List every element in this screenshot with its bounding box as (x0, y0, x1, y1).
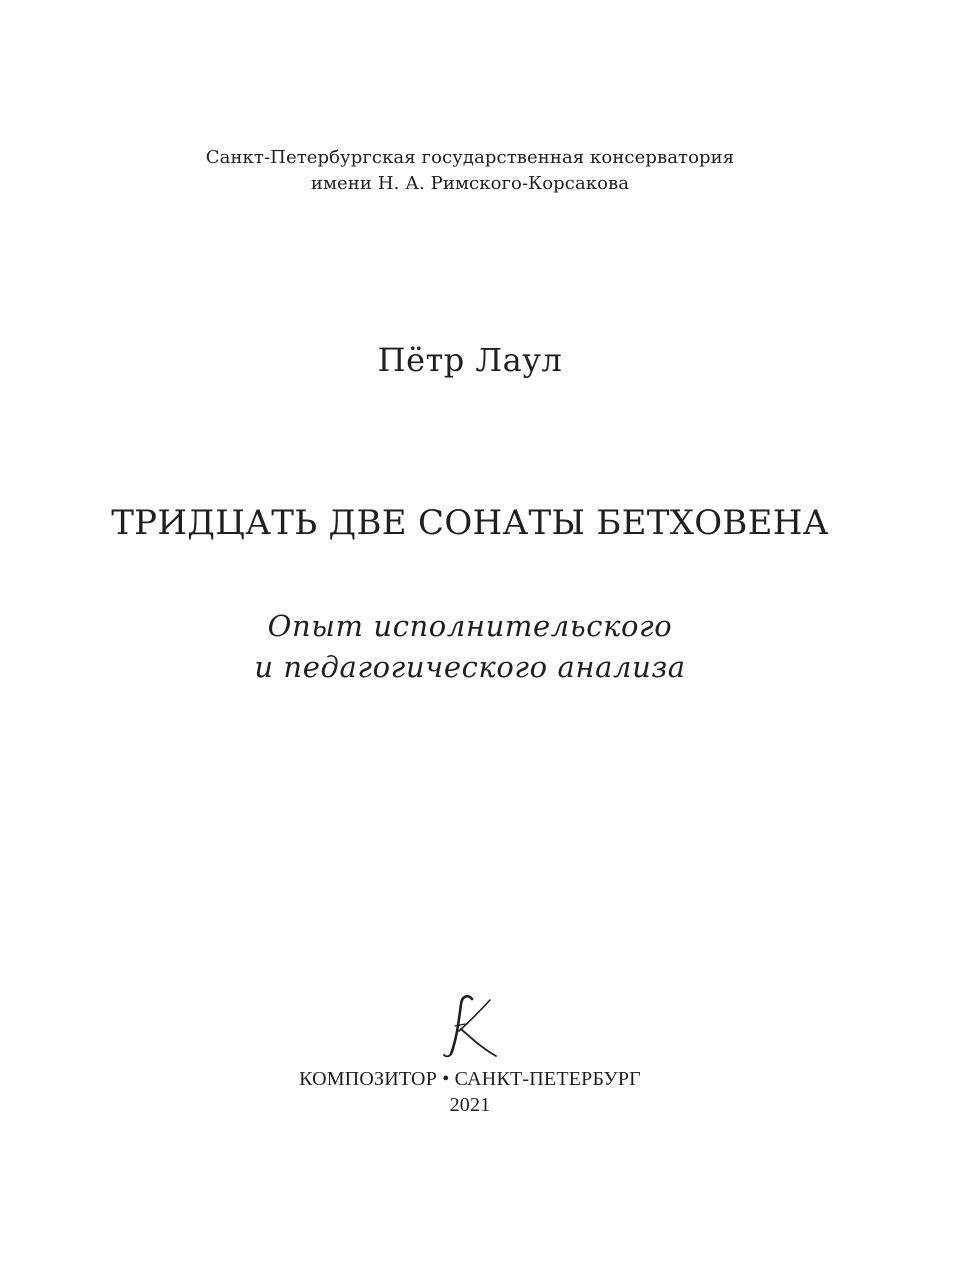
publication-year: 2021 (449, 1094, 491, 1116)
publisher-name: КОМПОЗИТОР • САНКТ-ПЕТЕРБУРГ (299, 1068, 641, 1090)
book-title: ТРИДЦАТЬ ДВЕ СОНАТЫ БЕТХОВЕНА (111, 503, 829, 543)
institution-name-line-1: Санкт-Петербургская государственная консерватория (205, 147, 735, 168)
institution-name-line-2: имени Н. А. Римского-Корсакова (310, 173, 630, 194)
author-name: Пётр Лаул (377, 341, 563, 379)
book-subtitle-line-2: и педагогического анализа (254, 650, 686, 684)
book-subtitle-line-1: Опыт исполнительского (267, 609, 673, 643)
publisher-k-monogram-icon (438, 993, 504, 1061)
